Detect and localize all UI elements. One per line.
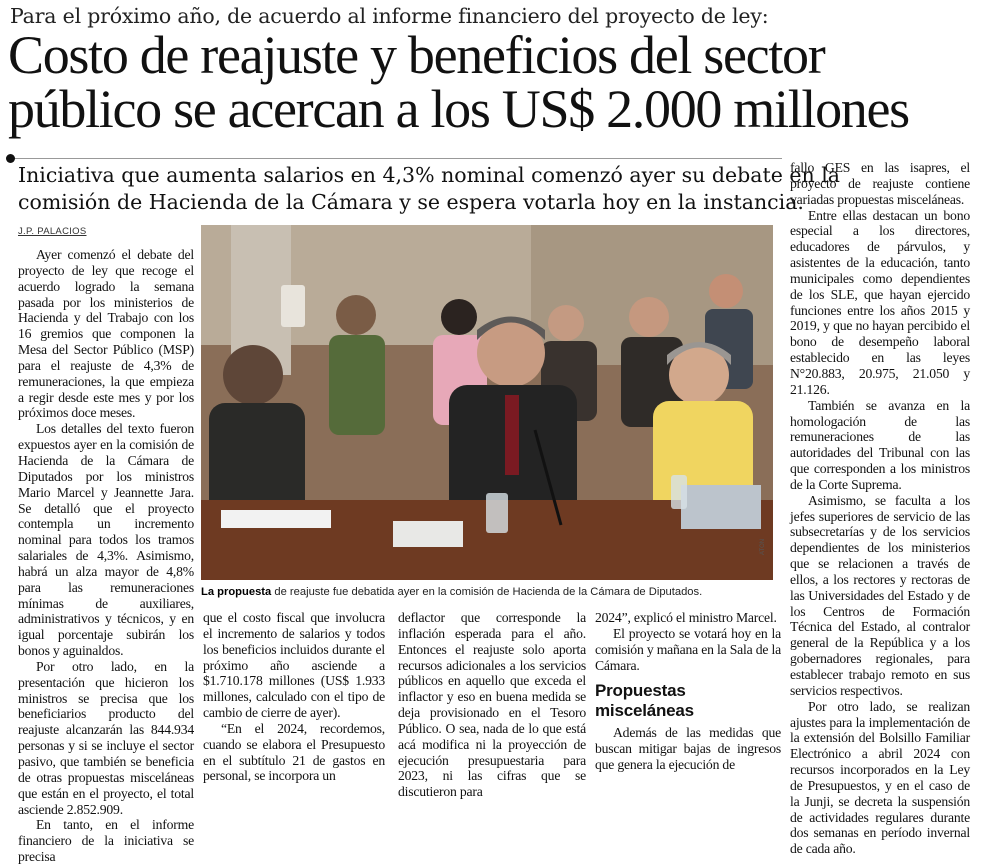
caption-lead: La propuesta [201,586,272,598]
photo-credit: ATON [760,538,766,555]
paragraph: 2024”, explicó el ministro Marcel. [595,610,777,625]
column-2 [203,610,385,784]
paragraph: Entre ellas destacan un bono especial a los directores, educadores de párvulos, y asistentes de la educación, tanto municipales como dependientes de los SLE, que hayan ejercido funciones entre los años 2015 y 2019, y que no hayan percibido el bono de desempeño laboral establecido en las leyes N°20.883, 20.975, 21.050 y 21.126. [790,207,970,397]
column-3 [398,610,586,800]
subheading: Propuestas misceláneas [595,681,694,721]
column-5 [790,160,970,857]
deck-line-2: comisión de Hacienda de la Cámara y se espera votarla hoy en la instancia. [18,190,804,214]
paragraph: El proyecto se votará hoy en la comisión y mañana en la Sala de la Cámara. [595,625,781,673]
paragraph: Además de las medidas que buscan mitigar bajas de ingresos que genera la ejecución de [595,725,781,773]
paragraph: También se avanza en la homologación de las remuneraciones de las autoridades del Tribunal con las que corresponden a los ministros de la Corte Suprema. [790,397,970,492]
kicker: Para el próximo año, de acuerdo al informe financiero del proyecto de ley: [10,4,769,28]
paragraph: Asimismo, se faculta a los jefes superiores de servicio de las subsecretarías y de los servicios dependientes de los ministerios que se relacionen a través de ellos, a los rectores y rectoras de las Universidades del Estado y de los Centros de Formación Técnica del Estado, al contralor general de la República y a los gobernadores regionales, para establecer trabajo remoto en sus servicios respectivos. [790,492,970,698]
paragraph: fallo GES en las isapres, el proyecto de reajuste contiene variadas propuestas misceláneas. [790,160,970,207]
column-4 [595,610,781,773]
paragraph: “En el 2024, recordemos, cuando se elabora el Presupuesto en el subtítulo 21 de gastos en personal, se incorpora un [203,720,385,784]
photo-illustration [201,225,773,580]
paragraph: En tanto, en el informe financiero de la iniciativa se precisa [18,817,194,865]
deck [18,162,840,216]
paragraph: Por otro lado, se realizan ajustes para la implementación de la extensión del Bolsillo Familiar Electrónico a abril 2024 con recursos incorporados en la Ley de Presupuestos, y en el caso de la Junji, se decreta la suspensión de actividades regulares durante dos semanas en período invernal de cada año. [790,698,970,857]
paragraph: Ayer comenzó el debate del proyecto de ley que recoge el acuerdo logrado la semana pasada por los ministerios de Hacienda y del Trabajo con los 16 gremios que componen la Mesa del Sector Público (MSP) para el reajuste de 4,3% de remuneraciones, la que empieza a regir desde este mes y por los próximos doce meses. [18,247,194,421]
paragraph: deflactor que corresponde la inflación esperada para el año. Entonces el reajuste solo aporta recursos adicionales a los servicios públicos en aquello que exceda el inflactor y eso en buena medida se deja provisionado en el Tesoro Público. O sea, nada de lo que está acá modifica ni la proyección de ejecución presupuestaria para 2023, ni las cifras que se discutieron para [398,610,586,800]
headline-line-2: público se acercan a los US$ 2.000 millones [8,79,909,139]
photo-caption [201,586,773,598]
paragraph: Los detalles del texto fueron expuestos ayer en la comisión de Hacienda de la Cámara de Diputados por los ministros Mario Marcel y Jeannette Jara. Se detalló que el proyecto contempla un incremento nominal para todos los tramos salariales de 4,3%. Asimismo, habrá un alza mayor de 4,8% para las remuneraciones mínimas de auxiliares, administrativos y técnicos, y en igual porcentaje subirán los bonos y aguinaldos. [18,421,194,659]
news-photo [201,225,773,580]
byline: J.P. PALACIOS [18,226,87,237]
column-1 [18,247,194,865]
headline-line-1: Costo de reajuste y beneficios del sector [8,25,825,85]
headline [8,25,974,139]
deck-line-1: Iniciativa que aumenta salarios en 4,3% nominal comenzó ayer su debate en la [18,163,840,187]
headline-rule [10,158,782,159]
paragraph: Por otro lado, en la presentación que hicieron los ministros se precisa que los beneficiarios producto del reajuste alcanzarán las 844.934 personas y si se incluye el sector pasivo, que también se beneficia de otras propuestas misceláneas que están en el proyecto, el total asciende 2.852.909. [18,658,194,817]
caption-text: de reajuste fue debatida ayer en la comisión de Hacienda de la Cámara de Diputados. [271,586,703,598]
bullet-dot [6,154,15,163]
paragraph: que el costo fiscal que involucra el incremento de salarios y todos los beneficios incluidos durante el próximo año asciende a $1.710.178 millones (US$ 1.933 millones, calculado con el tipo de cambio de cierre de ayer). [203,610,385,721]
